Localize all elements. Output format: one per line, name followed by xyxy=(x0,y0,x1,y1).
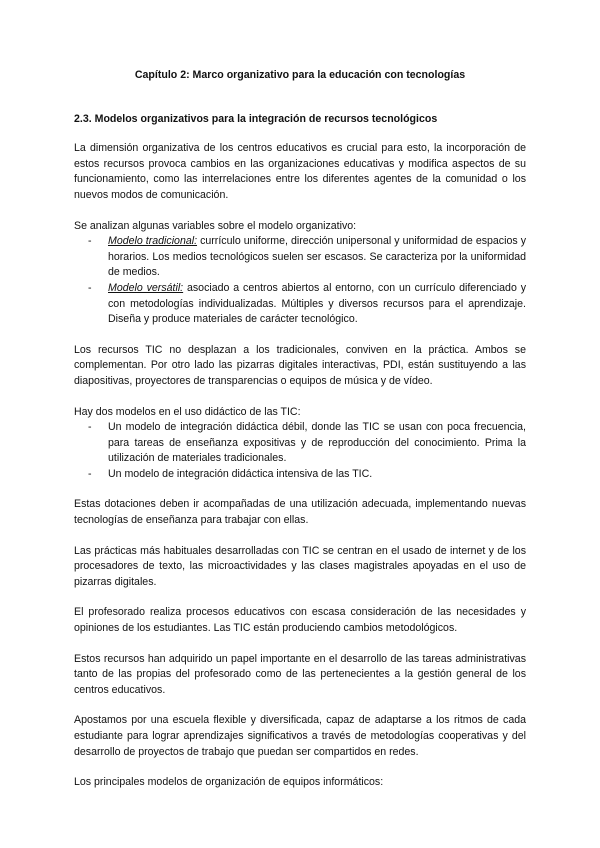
list-dash: - xyxy=(88,281,92,294)
model-description: currículo uniforme, dirección unipersonal y uniformidad de espacios y horarios. Los medios tecnológicos suelen ser escasos. Se caracteriza por la uniformidad de medios. xyxy=(108,235,526,279)
paragraph-2: Se analizan algunas variables sobre el modelo organizativo: xyxy=(74,219,357,232)
list-dash: - xyxy=(88,235,92,248)
paragraph-6: Las prácticas más habituales desarrolladas con TIC se centran en el usado de internet y de los procesadores de texto, las microactividades y las clases magistrales apoyadas en el uso de pizarras digitales. xyxy=(74,544,526,588)
model-term: Modelo tradicional: xyxy=(108,235,198,248)
organizational-models-list xyxy=(74,234,526,328)
paragraph-7: El profesorado realiza procesos educativos con escasa consideración de las necesidades y opiniones de los estudiantes. Las TIC están produciendo cambios metodológicos. xyxy=(74,606,526,635)
paragraph-4: Hay dos modelos en el uso didáctico de las TIC: xyxy=(74,405,301,418)
list-dash: - xyxy=(88,467,92,480)
model-description: asociado a centros abiertos al entorno, con un currículo diferenciado y con metodologías individualizadas. Múltiples y diversos recursos para el aprendizaje. Diseña y produce materiales de carácter tecnológico. xyxy=(108,281,527,326)
model-term: Modelo versátil: xyxy=(108,281,184,294)
list-item xyxy=(74,281,526,328)
chapter-title: Capítulo 2: Marco organizativo para la educación con tecnologías xyxy=(134,69,466,81)
section-title: 2.3. Modelos organizativos para la integración de recursos tecnológicos xyxy=(74,112,438,125)
paragraph-3: Los recursos TIC no desplazan a los tradicionales, conviven en la práctica. Ambos se complementan. Por otro lado las pizarras digitales interactivas, PDI, están sustituyendo a las diapositivas, proyectores de transparencias o equipos de música y de vídeo. xyxy=(74,343,526,387)
paragraph-5: Estas dotaciones deben ir acompañadas de una utilización adecuada, implementando nuevas tecnologías de enseñanza para trabajar con ellas. xyxy=(74,498,526,527)
list-item xyxy=(74,234,526,281)
list-dash: - xyxy=(88,421,92,434)
tic-models-list xyxy=(74,420,526,482)
paragraph-1: La dimensión organizativa de los centros educativos es crucial para esto, la incorporación de estos recursos provoca cambios en las organizaciones educativas y modifica aspectos de su funcionamiento, como las interrelaciones entre los diferentes agentes de la comunidad o los nuevos modos de comunicación. xyxy=(74,142,526,201)
paragraph-8: Estos recursos han adquirido un papel importante en el desarrollo de las tareas administrativas tanto de las propias del profesorado como de las pertenecientes a la gestión general de los centros educativos. xyxy=(74,652,526,696)
list-item xyxy=(74,420,526,467)
tic-model-text: Un modelo de integración didáctica intensiva de las TIC. xyxy=(108,467,373,480)
paragraph-9: Apostamos por una escuela flexible y diversificada, capaz de adaptarse a los ritmos de cada estudiante para lograr aprendizajes significativos a través de metodologías cooperativas y del desarrollo de proyectos de trabajo que puedan ser compartidos en redes. xyxy=(74,714,526,758)
list-item xyxy=(74,467,526,483)
tic-model-text: Un modelo de integración didáctica débil, donde las TIC se usan con poca frecuencia, para tareas de enseñanza expositivas y de reproducción del conocimiento. Prima la utilización de materiales tradicionales. xyxy=(108,421,526,465)
paragraph-10: Los principales modelos de organización de equipos informáticos: xyxy=(74,776,384,789)
